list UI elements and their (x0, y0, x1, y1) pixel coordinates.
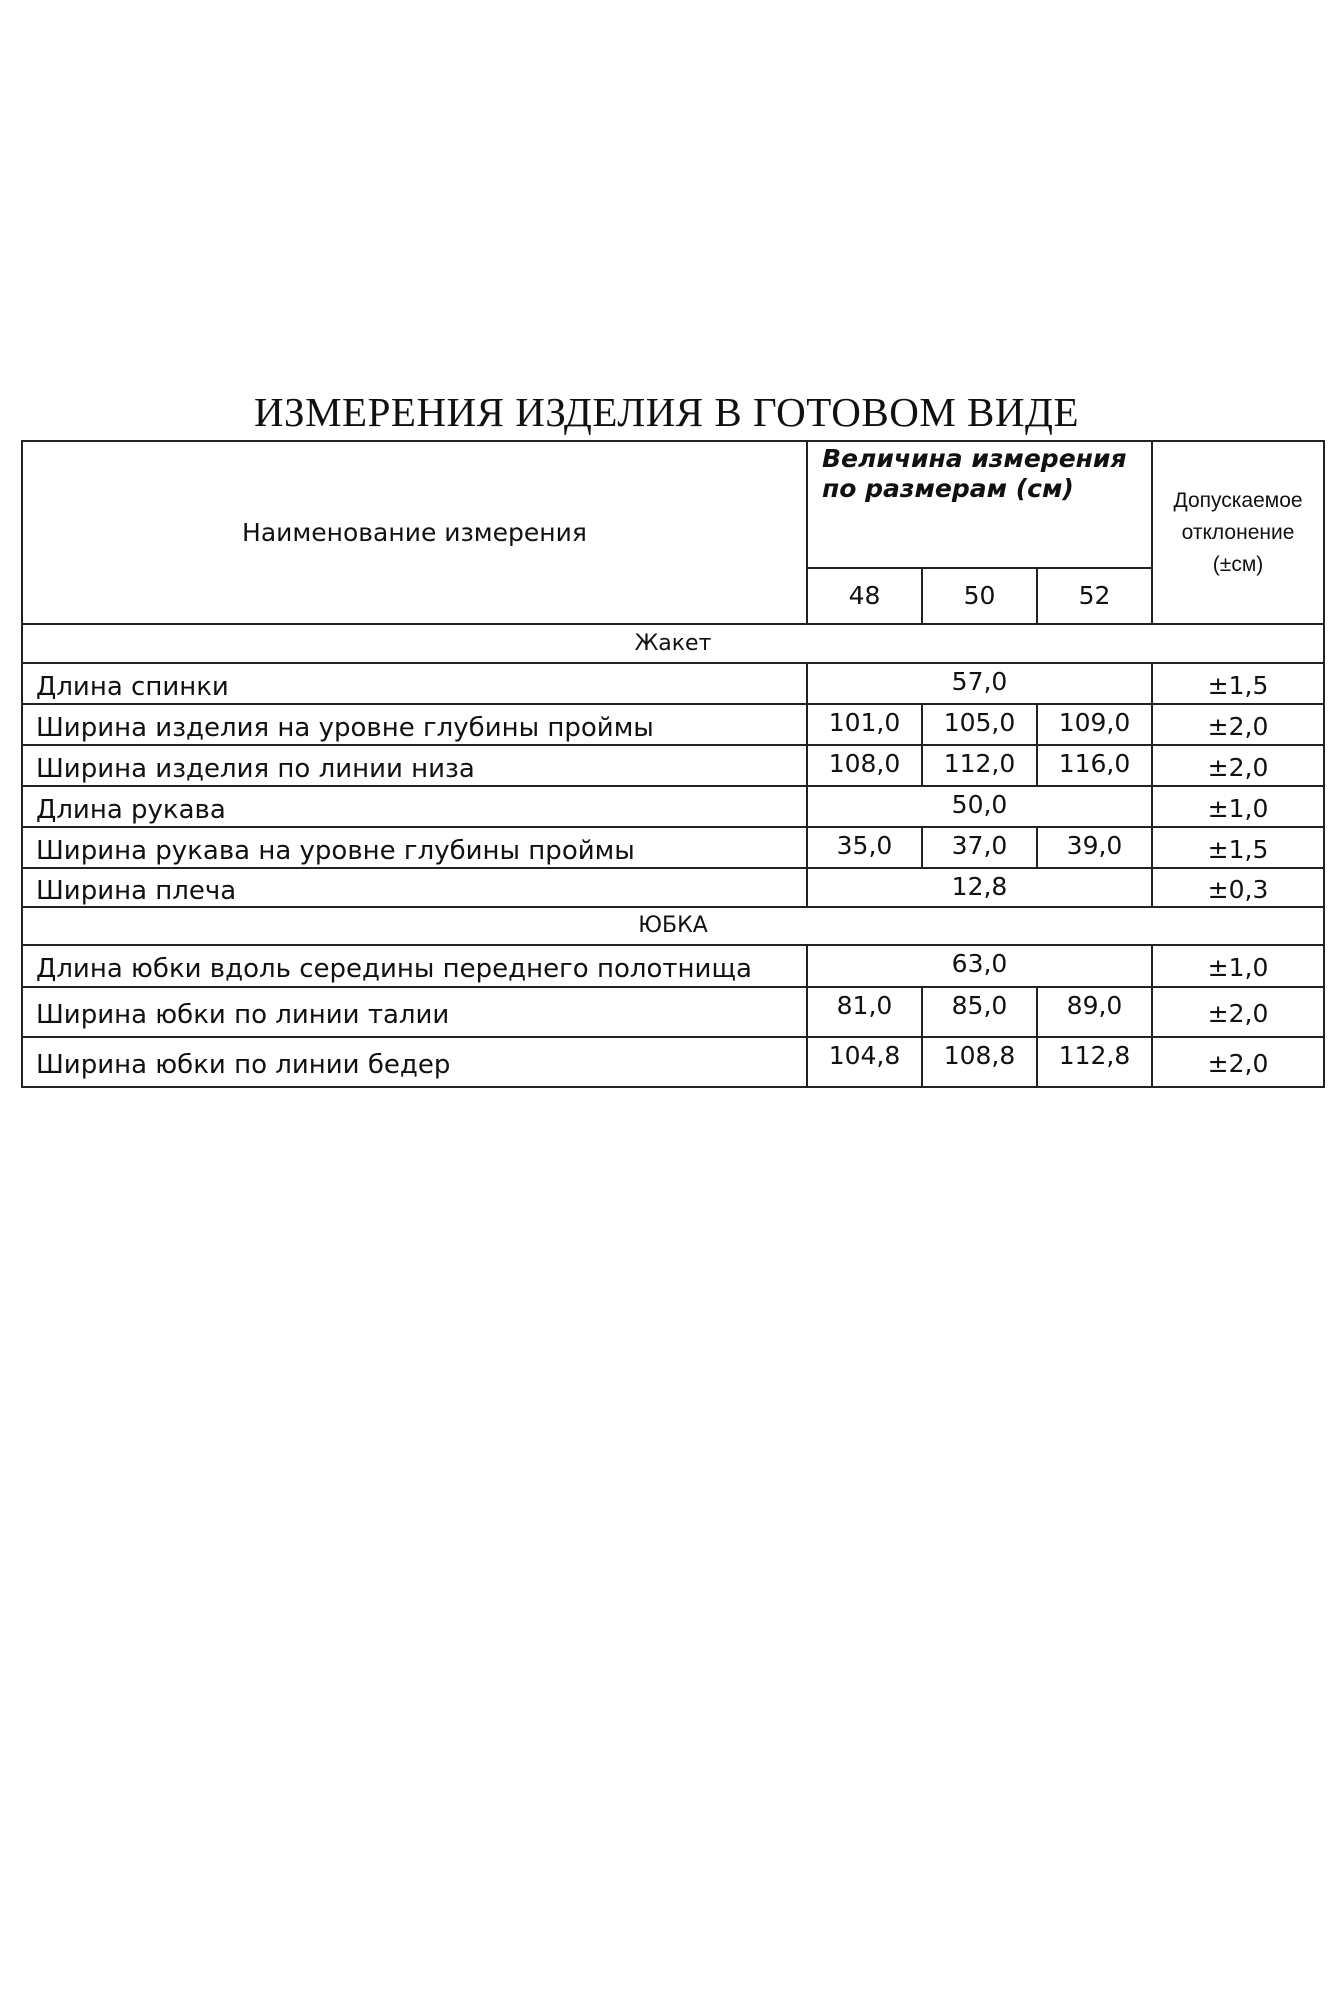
measurement-value: 112,0 (922, 745, 1037, 786)
table-row (22, 786, 1324, 827)
measurement-name: Ширина юбки по линии бедер (22, 1037, 807, 1087)
measurement-value: 101,0 (807, 704, 922, 745)
measurement-value: 37,0 (922, 827, 1037, 868)
measurement-value: 108,8 (922, 1037, 1037, 1087)
size-header-cell: 48 (807, 568, 922, 624)
tolerance-value: ±1,5 (1152, 827, 1324, 868)
table-row (22, 868, 1324, 907)
section-title: Жакет (22, 624, 1324, 663)
size-header-cell: 52 (1037, 568, 1152, 624)
measurement-value: 81,0 (807, 987, 922, 1037)
tolerance-value: ±2,0 (1152, 745, 1324, 786)
tolerance-value: ±0,3 (1152, 868, 1324, 907)
section-title: ЮБКА (22, 907, 1324, 945)
tolerance-value: ±2,0 (1152, 1037, 1324, 1087)
measurement-value: 105,0 (922, 704, 1037, 745)
measurement-name: Ширина изделия по линии низа (22, 745, 807, 786)
tolerance-value: ±1,0 (1152, 786, 1324, 827)
measurement-value: 39,0 (1037, 827, 1152, 868)
table-row (22, 745, 1324, 786)
header-name-cell: Наименование измерения (22, 441, 807, 624)
table-row (22, 827, 1324, 868)
measurement-name: Длина рукава (22, 786, 807, 827)
section-row (22, 624, 1324, 663)
header-tolerance-line: (±см) (1212, 552, 1264, 576)
tolerance-value: ±2,0 (1152, 987, 1324, 1037)
table-row (22, 663, 1324, 704)
header-tolerance-line: Допускаемое (1173, 488, 1303, 512)
measurement-value: 89,0 (1037, 987, 1152, 1037)
measurement-value: 57,0 (807, 663, 1152, 704)
size-header-cell: 50 (922, 568, 1037, 624)
measurements-table (21, 440, 1325, 1088)
measurement-name: Ширина плеча (22, 868, 807, 907)
header-sizes-group-cell: Величина измерения по размерам (см) (807, 441, 1152, 568)
document-title: ИЗМЕРЕНИЯ ИЗДЕЛИЯ В ГОТОВОМ ВИДЕ (253, 389, 1080, 435)
header-tolerance-cell (1152, 441, 1324, 624)
measurement-name: Ширина юбки по линии талии (22, 987, 807, 1037)
measurement-value: 12,8 (807, 868, 1152, 907)
tolerance-value: ±1,0 (1152, 945, 1324, 987)
measurement-value: 116,0 (1037, 745, 1152, 786)
measurement-value: 50,0 (807, 786, 1152, 827)
table-row (22, 1037, 1324, 1087)
measurement-name: Ширина рукава на уровне глубины проймы (22, 827, 807, 868)
measurement-name: Ширина изделия на уровне глубины проймы (22, 704, 807, 745)
measurement-value: 85,0 (922, 987, 1037, 1037)
measurement-value: 35,0 (807, 827, 922, 868)
measurement-value: 112,8 (1037, 1037, 1152, 1087)
measurement-value: 104,8 (807, 1037, 922, 1087)
table-row (22, 945, 1324, 987)
measurement-value: 63,0 (807, 945, 1152, 987)
measurement-value: 108,0 (807, 745, 922, 786)
table-row (22, 987, 1324, 1037)
header-row (22, 441, 1324, 568)
table-row (22, 704, 1324, 745)
section-row (22, 907, 1324, 945)
tolerance-value: ±1,5 (1152, 663, 1324, 704)
measurement-value: 109,0 (1037, 704, 1152, 745)
header-tolerance-line: отклонение (1181, 520, 1295, 544)
measurement-name: Длина спинки (22, 663, 807, 704)
tolerance-value: ±2,0 (1152, 704, 1324, 745)
measurement-name: Длина юбки вдоль середины переднего полотнища (22, 945, 807, 987)
